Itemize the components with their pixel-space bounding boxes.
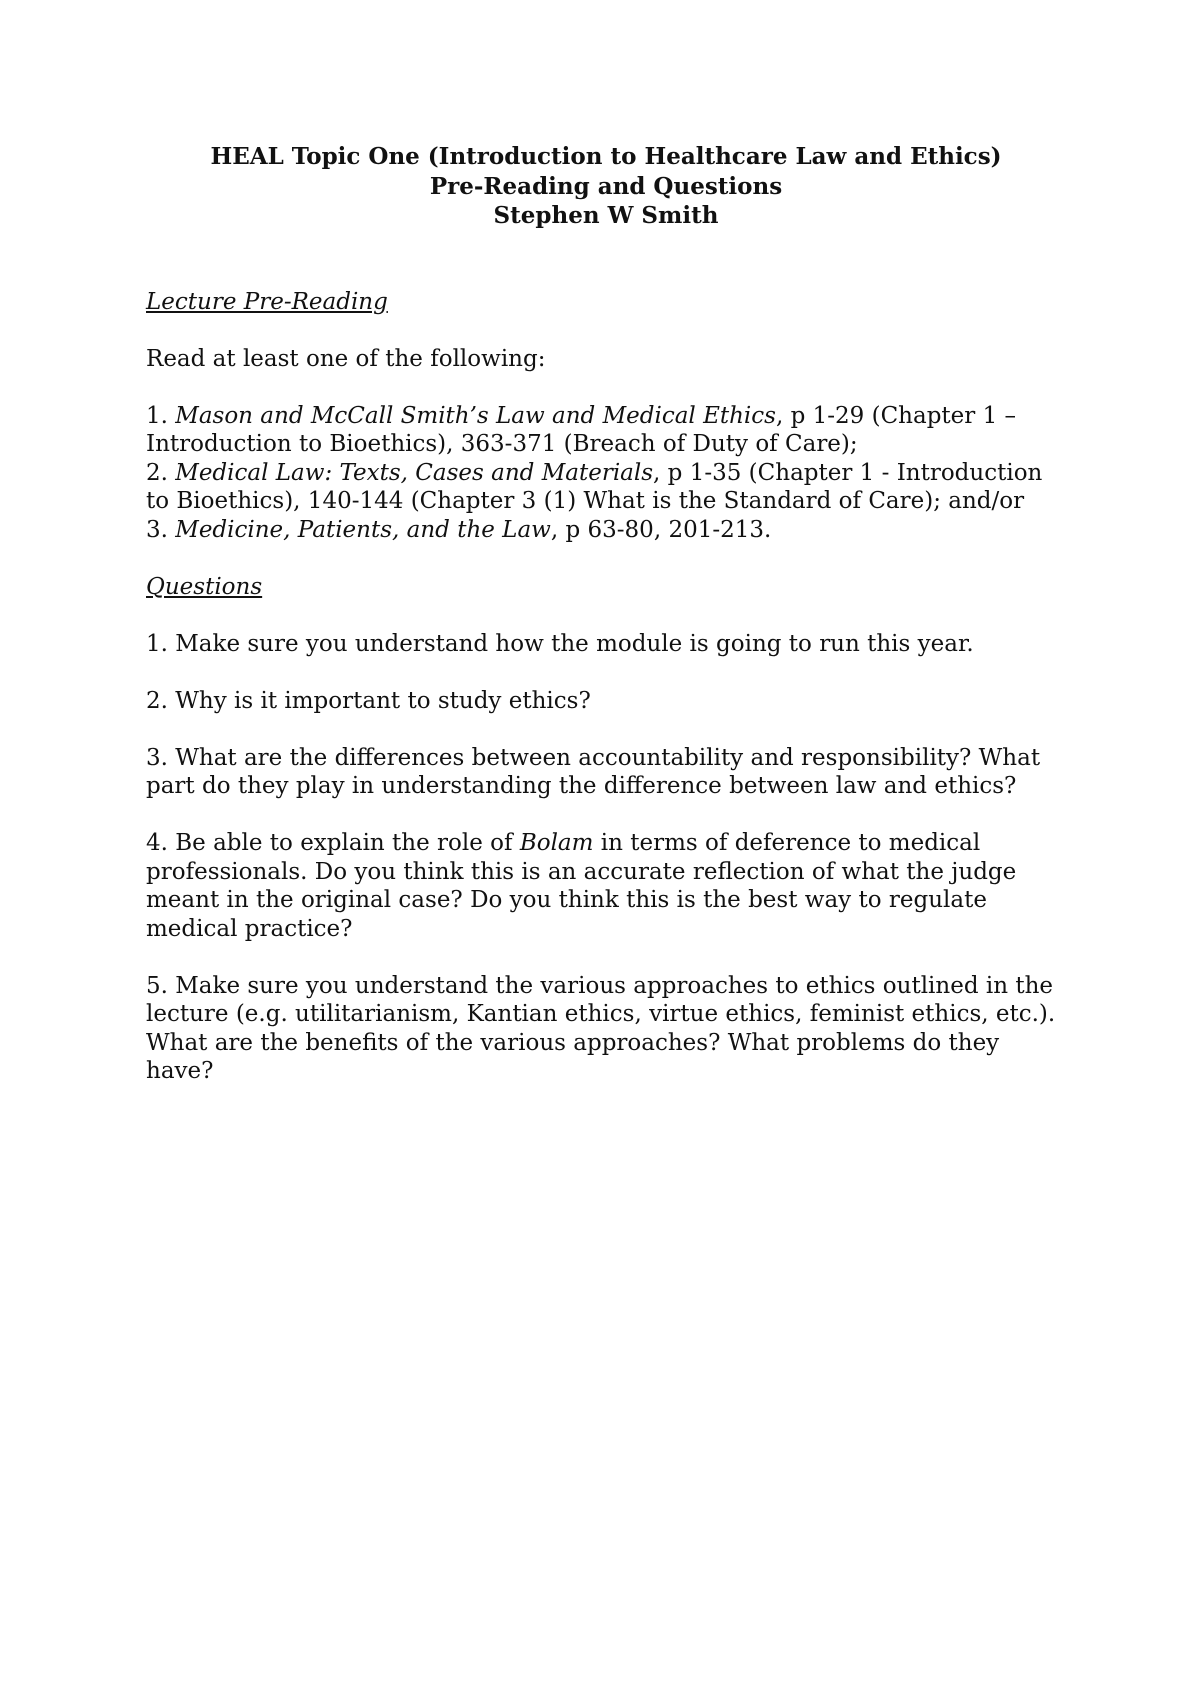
case-name: Bolam <box>519 830 594 856</box>
document-author: Stephen W Smith <box>493 202 719 229</box>
spacer <box>146 373 1066 402</box>
questions-heading: Questions <box>146 573 263 600</box>
question-2: 2. Why is it important to study ethics? <box>146 687 591 714</box>
spacer <box>146 231 1066 288</box>
reading-item <box>146 402 1066 459</box>
reading-item-number: 1. <box>146 402 176 429</box>
reading-item-number: 3. <box>146 516 176 543</box>
prereading-intro: Read at least one of the following: <box>146 345 546 372</box>
reading-item-book: Medicine, Patients, and the Law <box>175 516 551 543</box>
reading-item-pages: , p 1-29 (Chapter 1 – Introduction to Bioethics), 363-371 (Breach of Duty of Care); <box>146 402 1017 457</box>
reading-item-pages: , p 1-35 (Chapter 1 - Introduction to Bioethics), 140-144 (Chapter 3 (1) What is the Standard of Care); and/or <box>146 459 1043 514</box>
reading-item <box>146 459 1066 516</box>
spacer <box>146 943 1066 972</box>
question-1: 1. Make sure you understand how the module is going to run this year. <box>146 630 974 657</box>
question-4-rest: in terms of deference to medical professionals. Do you think this is an accurate reflection of what the judge meant in the original case? Do you think this is the best way to regulate medical practice? <box>146 830 1017 942</box>
spacer <box>146 544 1066 573</box>
prereading-heading: Lecture Pre-Reading <box>146 288 388 315</box>
question-3: 3. What are the differences between accountability and responsibility? What part do they play in understanding the difference between law and ethics? <box>146 744 1041 799</box>
spacer <box>146 316 1066 345</box>
reading-item-pages: , p 63-80, 201-213. <box>550 516 772 543</box>
spacer <box>146 601 1066 630</box>
reading-item-number: 2. <box>146 459 176 486</box>
reading-item-book: Mason and McCall Smith’s Law and Medical Ethics <box>175 402 776 429</box>
spacer <box>146 715 1066 744</box>
document-title: HEAL Topic One (Introduction to Healthcare Law and Ethics) <box>210 143 1002 170</box>
question-4-intro: 4. Be able to explain the role of <box>146 830 520 856</box>
question-5: 5. Make sure you understand the various approaches to ethics outlined in the lecture (e.g. utilitarianism, Kantian ethics, virtue ethics, feminist ethics, etc.). What are the benefits of the various approaches? What problems do they have? <box>146 972 1056 1084</box>
spacer <box>146 801 1066 830</box>
document-subtitle: Pre-Reading and Questions <box>429 172 783 200</box>
reading-item <box>146 516 1066 545</box>
question-4 <box>146 829 1066 943</box>
title-block <box>146 142 1066 231</box>
reading-item-book: Medical Law: Texts, Cases and Materials <box>175 459 654 486</box>
spacer <box>146 658 1066 687</box>
document-body <box>146 142 1066 1086</box>
